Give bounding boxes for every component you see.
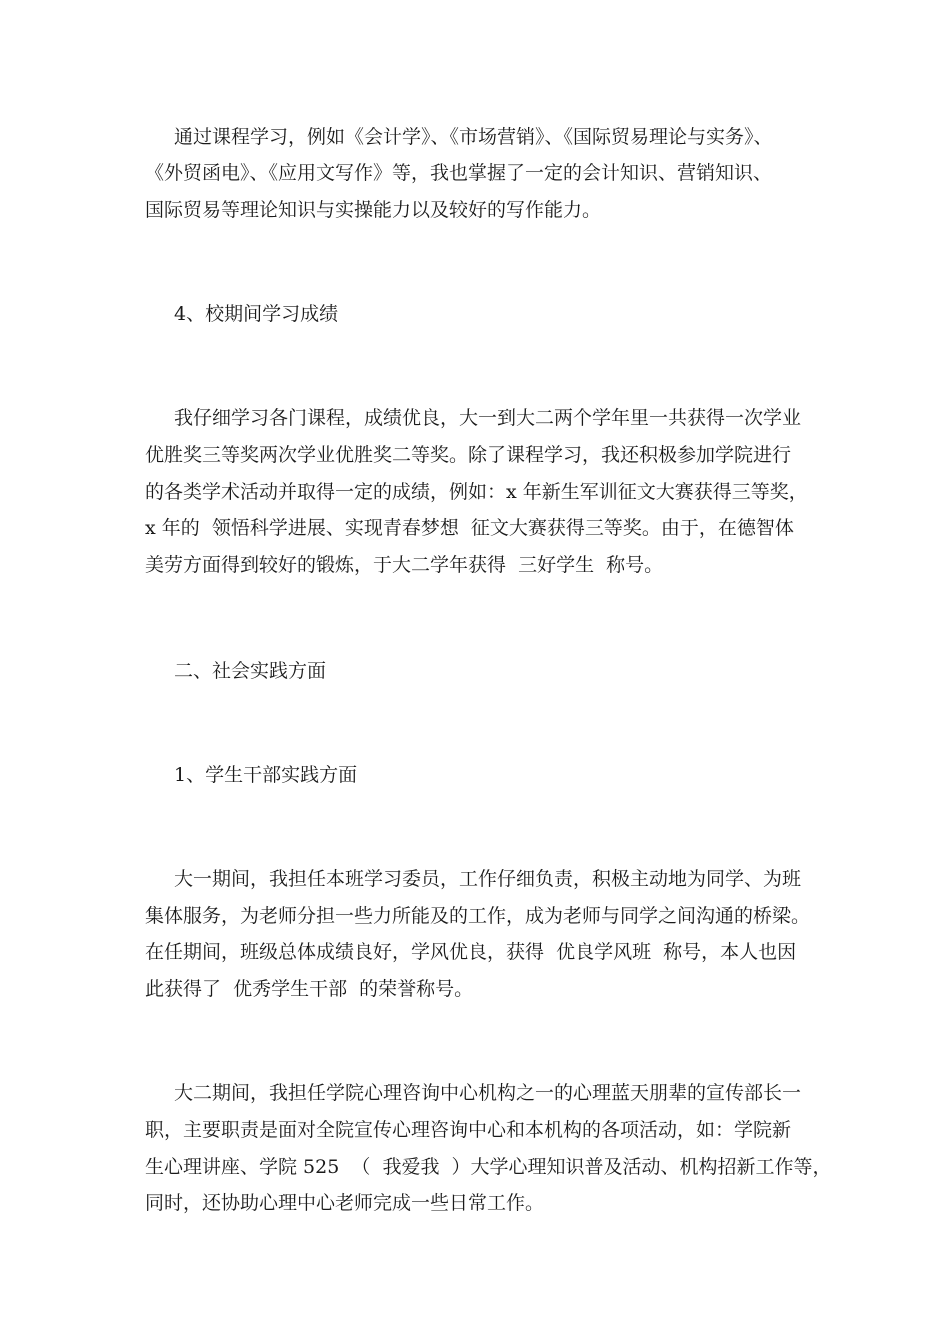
text-line: 大二期间，我担任学院心理咨询中心机构之一的心理蓝天朋辈的宣传部长一 (174, 1082, 802, 1104)
heading-student-cadre: 1、学生干部实践方面 (174, 764, 358, 786)
heading-study-results: 4、校期间学习成绩 (174, 303, 339, 325)
text-line: 在任期间，班级总体成绩良好，学风优良，获得 优良学风班 称号，本人也因 (145, 941, 797, 963)
heading-social-practice: 二、社会实践方面 (174, 660, 327, 682)
text-line: 大一期间，我担任本班学习委员，工作仔细负责，积极主动地为同学、为班 (174, 868, 802, 890)
text-line: 同时，还协助心理中心老师完成一些日常工作。 (145, 1192, 545, 1214)
text-line: 美劳方面得到较好的锻炼，于大二学年获得 三好学生 称号。 (145, 554, 664, 576)
text-line: 此获得了 优秀学生干部 的荣誉称号。 (145, 978, 474, 1000)
text-line: 优胜奖三等奖两次学业优胜奖二等奖。除了课程学习，我还积极参加学院进行 (145, 444, 792, 466)
text-line: 我仔细学习各门课程，成绩优良，大一到大二两个学年里一共获得一次学业 (174, 407, 802, 429)
text-line: 的各类学术活动并取得一定的成绩，例如：x 年新生军训征文大赛获得三等奖， (145, 481, 808, 503)
text-line: 职，主要职责是面对全院宣传心理咨询中心和本机构的各项活动，如：学院新 (145, 1119, 792, 1141)
text-line: 通过课程学习，例如《会计学》、《市场营销》、《国际贸易理论与实务》、 (174, 126, 773, 148)
text-line: 国际贸易等理论知识与实操能力以及较好的写作能力。 (145, 199, 602, 221)
text-line: x 年的 领悟科学进展、实现青春梦想 征文大赛获得三等奖。由于，在德智体 (145, 517, 794, 539)
text-line: 《外贸函电》、《应用文写作》等，我也掌握了一定的会计知识、营销知识、 (145, 162, 773, 184)
text-line: 生心理讲座、学院 525 （ 我爱我 ）大学心理知识普及活动、机构招新工作等， (145, 1156, 832, 1178)
text-line: 集体服务，为老师分担一些力所能及的工作，成为老师与同学之间沟通的桥梁。 (145, 905, 811, 927)
